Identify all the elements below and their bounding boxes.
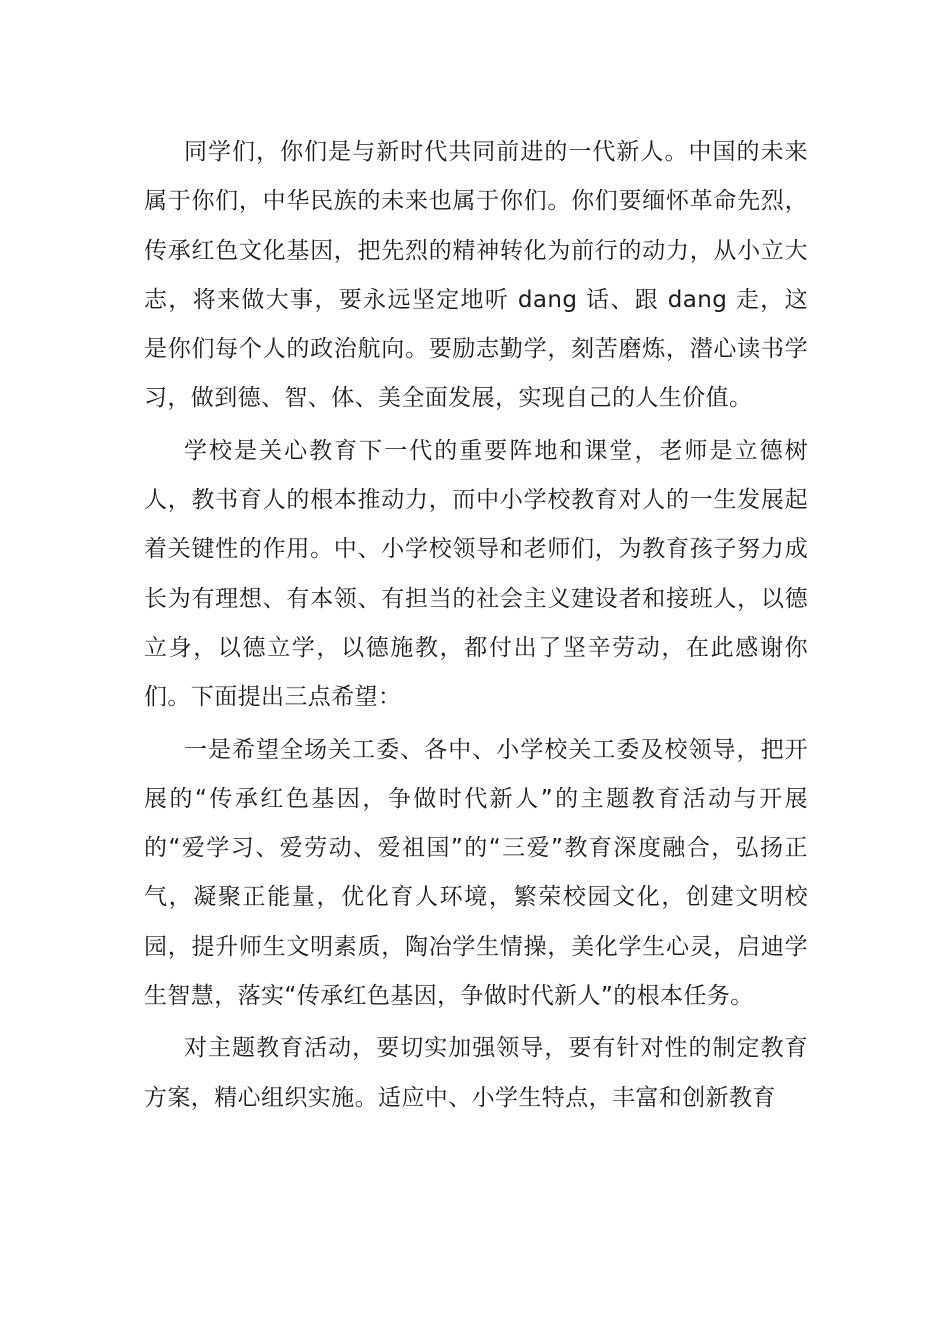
- paragraph-4: 对主题教育活动，要切实加强领导，要有针对性的制定教育方案，精心组织实施。适应中、小学生特点，丰富和创新教育: [144, 1035, 808, 1111]
- paragraph-2: 学校是关心教育下一代的重要阵地和课堂，老师是立德树人，教书育人的根本推动力，而中小学校教育对人的一生发展起着关键性的作用。中、小学校领导和老师们，为教育孩子努力成长为有理想、有本领、有担当的社会主义建设者和接班人，以德立身，以德立学，以德施教，都付出了坚辛劳动，在此感谢你们。下面提出三点希望：: [144, 437, 808, 711]
- paragraph-1: 同学们，你们是与新时代共同前进的一代新人。中国的未来属于你们，中华民族的未来也属于你们。你们要缅怀革命先烈，传承红色文化基因，把先烈的精神转化为前行的动力，从小立大志，将来做大事，要永远坚定地听 dang 话、跟 dang 走，这是你们每个人的政治航向。要励志勤学，刻苦磨炼，潜心读书学习，做到德、智、体、美全面发展，实现自己的人生价值。: [144, 139, 808, 412]
- paragraph-3: 一是希望全场关工委、各中、小学校关工委及校领导，把开展的“传承红色基因，争做时代新人”的主题教育活动与开展的“爱学习、爱劳动、爱祖国”的“三爱”教育深度融合，弘扬正气，凝聚正能量，优化育人环境，繁荣校园文化，创建文明校园，提升师生文明素质，陶冶学生情操，美化学生心灵，启迪学生智慧，落实“传承红色基因，争做时代新人”的根本任务。: [144, 736, 808, 1010]
- document-body: [144, 128, 808, 1126]
